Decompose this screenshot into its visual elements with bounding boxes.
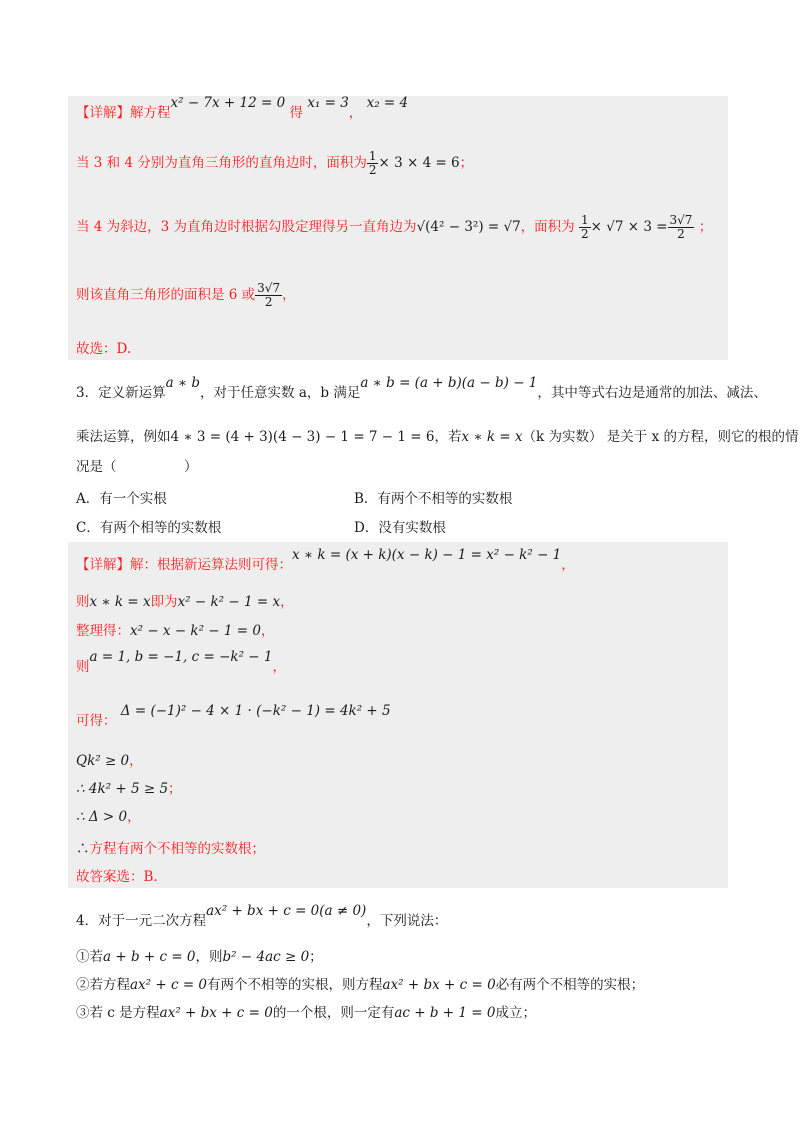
b2-l8-end: ， [127, 809, 141, 825]
q4-l3-eq1: ax² + c = 0 [130, 977, 208, 993]
b2-l3-end: ， [261, 623, 275, 639]
frac-num: 1 [580, 213, 589, 227]
q4-line-1 [76, 903, 448, 930]
b2-l2-end: ， [280, 594, 294, 610]
b2-line-4 [76, 649, 286, 676]
b2-l2-b: 即为 [150, 594, 178, 610]
b1-l4-text: 则该直角三角形的面积是 6 或 [76, 287, 256, 303]
q3-option-d: D．没有实数根 [354, 520, 446, 536]
b2-line-10 [76, 868, 158, 886]
b2-l5-a: 可得： [76, 713, 117, 729]
q3-line-2 [76, 428, 799, 446]
b1-l4-fraction [255, 282, 282, 309]
b2-l6-end: ， [129, 753, 143, 769]
b1-answer: 故选：D. [76, 341, 132, 357]
b1-l1-text: 解方程 [130, 105, 171, 121]
b1-l3-end: ； [698, 219, 713, 235]
q4-l1-a: 4．对于一元二次方程 [76, 913, 207, 929]
q4-l2-eq2: b² − 4ac ≥ 0 [222, 949, 310, 965]
q3-l1-a: 3．定义新运算 [76, 385, 166, 401]
q3-line-1 [76, 375, 767, 402]
b2-l8-eq: ∴ Δ > 0 [76, 809, 128, 825]
q3-l2-a: 乘法运算，例如 [76, 429, 171, 445]
q4-l2-b: ，则 [195, 949, 223, 965]
b1-line-4 [76, 282, 296, 309]
b2-l2-eq2: x² − k² − 1 = x [177, 594, 281, 610]
b2-l4-a: 则 [76, 659, 90, 675]
b1-l4-end: ， [282, 287, 296, 303]
q4-l4-eq2: ac + b + 1 = 0 [394, 1005, 496, 1021]
frac-num: 3√7 [669, 213, 693, 227]
b1-line-5 [76, 340, 131, 358]
b2-l6-eq: Qk² ≥ 0 [76, 753, 130, 769]
q3-line-3 [76, 458, 198, 476]
q4-equation: ax² + bx + c = 0(a ≠ 0) [206, 903, 367, 919]
detail-label: 【详解】 [76, 557, 130, 573]
q3-l3: 况是（ ） [76, 459, 198, 475]
q3-option-a: A．有一个实根 [76, 491, 167, 507]
q3-option-b: B．有两个不相等的实数根 [354, 491, 513, 507]
q4-l4-b: 的一个根，则一定有 [272, 1005, 395, 1021]
q4-l4-eq1: ax² + bx + c = 0 [159, 1005, 273, 1021]
q4-line-2 [76, 948, 323, 966]
q4-l4-a: ③若 c 是方程 [76, 1005, 160, 1021]
b2-line-8 [76, 808, 141, 826]
b2-line-2 [76, 593, 294, 611]
q3-l1-b: ，对于任意实数 a，b 满足 [200, 385, 361, 401]
b2-l2-a: 则 [76, 594, 90, 610]
q3-example: 4 ∗ 3 = (4 + 3)(4 − 3) − 1 = 7 − 1 = 6 [170, 429, 435, 445]
frac-num: 3√7 [257, 281, 281, 295]
b2-line-5 [76, 703, 391, 730]
b1-l3-fraction [579, 214, 591, 241]
frac-den: 2 [368, 163, 377, 177]
b2-l1-eq: x ∗ k = (x + k)(x − k) − 1 = x² − k² − 1 [292, 547, 562, 563]
q3-option-c: C．有两个相等的实数根 [76, 520, 222, 536]
b1-line-1 [76, 95, 409, 122]
b1-l2-fraction [367, 150, 379, 177]
b1-equation: x² − 7x + 12 = 0 [170, 95, 286, 111]
q4-line-3 [76, 976, 644, 994]
b2-l4-eq: a = 1, b = −1, c = −k² − 1 [89, 649, 273, 665]
q4-l3-eq2: ax² + bx + c = 0 [382, 977, 496, 993]
b2-l7-end: ； [168, 781, 182, 797]
b2-l3-a: 整理得： [76, 623, 130, 639]
b2-discriminant: Δ = (−1)² − 4 × 1 · (−k² − 1) = 4k² + 5 [120, 703, 391, 719]
q4-l2-end: ； [309, 949, 323, 965]
q4-l4-c: 成立； [495, 1005, 536, 1021]
frac-den: 2 [580, 227, 589, 241]
q4-l2-eq1: a + b + c = 0 [103, 949, 196, 965]
b2-l1-end: ， [561, 557, 575, 573]
frac-den: 2 [264, 295, 273, 309]
b1-l3-text: 当 4 为斜边，3 为直角边时根据勾股定理得另一直角边为 [76, 219, 417, 235]
b2-answer: 故答案选：B. [76, 869, 158, 885]
b1-l3-mid: ，面积为 [520, 219, 575, 235]
b1-l1-mid: 得 [289, 105, 303, 121]
q4-l3-b: 有两个不相等的实根，则方程 [207, 977, 383, 993]
b2-line-6 [76, 752, 143, 770]
b1-line-2 [76, 150, 473, 177]
b2-line-3 [76, 622, 275, 640]
b1-l2-text: 当 3 和 4 分别为直角三角形的直角边时，面积为 [76, 155, 367, 171]
b1-line-3 [76, 214, 712, 241]
frac-den: 2 [677, 227, 685, 241]
b1-root2: x₂ = 4 [366, 95, 409, 111]
q4-l3-c: 必有两个不相等的实根； [495, 977, 645, 993]
b1-l3-root: √(4² − 3²) = √7 [416, 219, 521, 235]
q4-l1-b: ，下列说法： [366, 913, 448, 929]
frac-num: 1 [368, 149, 377, 163]
b2-l4-end: ， [272, 659, 286, 675]
q4-l2-a: ①若 [76, 949, 103, 965]
b2-l3-eq: x² − x − k² − 1 = 0 [130, 623, 261, 639]
q3-equation: x ∗ k = x [461, 429, 523, 445]
detail-label: 【详解】 [76, 105, 130, 121]
b1-l2-end: ； [459, 155, 474, 171]
q4-l3-a: ②若方程 [76, 977, 130, 993]
q4-line-4 [76, 1004, 536, 1022]
b2-line-7 [76, 780, 182, 798]
b2-l9-b: 方程有两个不相等的实数根； [89, 841, 265, 857]
q3-definition: a ∗ b = (a + b)(a − b) − 1 [360, 375, 538, 391]
q3-l2-c: （k 为实数） 是关于 x 的方程，则它的根的情 [522, 429, 799, 445]
q3-l1-c: ，其中等式右边是通常的加法、减法、 [537, 385, 767, 401]
b1-sep: ， [348, 105, 363, 121]
q3-operator: a ∗ b [165, 375, 201, 391]
b1-l3-expr: × √7 × 3 = [590, 219, 668, 235]
b1-root1: x₁ = 3 [307, 95, 349, 111]
q3-l2-b: ，若 [434, 429, 462, 445]
b1-l2-expr: × 3 × 4 = 6 [378, 155, 460, 171]
b2-l1-text: 解：根据新运算法则可得： [130, 557, 292, 573]
b2-therefore: ∴ [76, 841, 90, 857]
b2-line-1 [76, 547, 575, 574]
b2-l7-eq: ∴ 4k² + 5 ≥ 5 [76, 781, 169, 797]
b1-l3-fraction-2 [668, 214, 695, 241]
b2-line-9 [76, 840, 265, 858]
b2-l2-eq1: x ∗ k = x [89, 594, 151, 610]
